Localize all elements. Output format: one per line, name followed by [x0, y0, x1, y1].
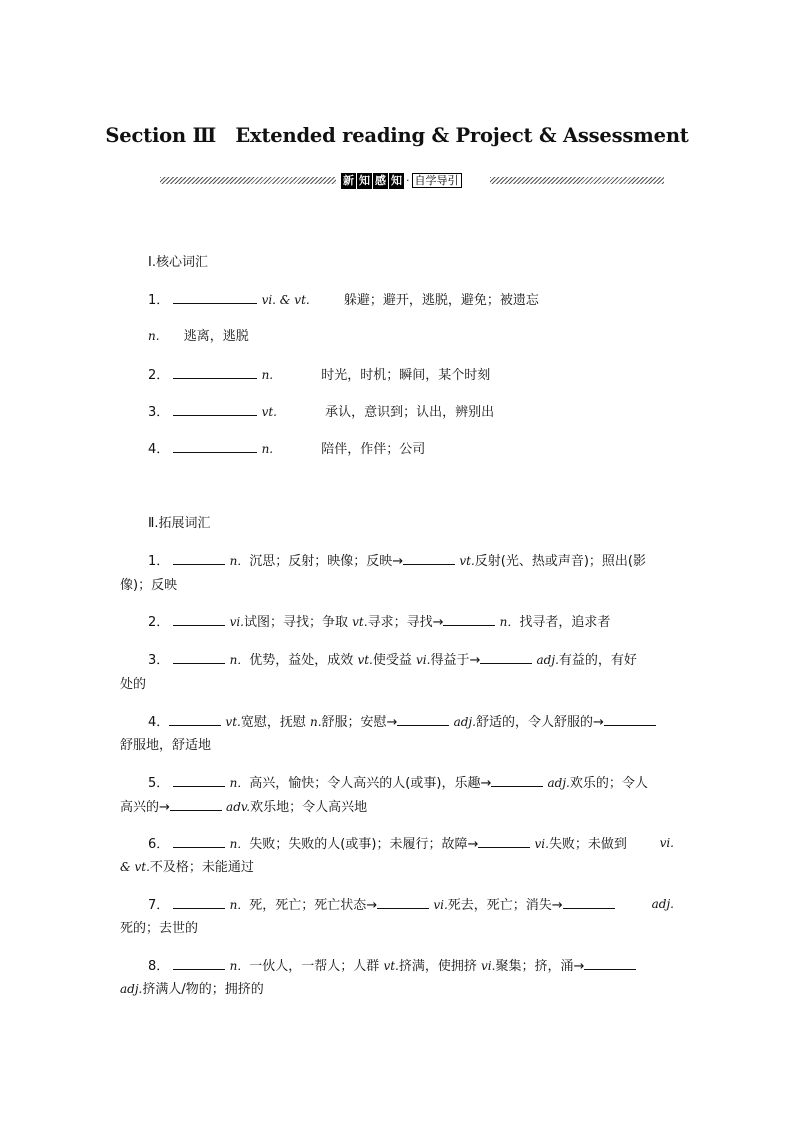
part-of-speech: vt.: [352, 615, 368, 629]
vocab-item-line: [148, 773, 674, 793]
answer-blank[interactable]: [173, 612, 225, 626]
part-of-speech: vt.: [459, 554, 475, 568]
item-meaning: 得益于→: [430, 653, 481, 668]
answer-blank[interactable]: [443, 612, 495, 626]
item-meaning: 欢乐的；令人: [569, 776, 648, 791]
vocab-item: [148, 439, 425, 459]
part-of-speech: vt.: [383, 959, 399, 973]
item-meaning: 高兴，愉快；令人高兴的人(或事)，乐趣→: [249, 776, 492, 791]
item-number: 2．: [148, 615, 170, 630]
part-of-speech: n．: [229, 898, 250, 912]
answer-blank[interactable]: [173, 402, 257, 416]
page-title: Section Ⅲ Extended reading & Project & Assessment: [105, 124, 689, 147]
vocab-item-line: [148, 612, 610, 632]
vocab-item-line: [148, 895, 674, 915]
section-heading-core-vocabulary: Ⅰ.核心词汇: [148, 255, 208, 270]
vocab-item-line: [148, 834, 674, 854]
item-meaning: 一伙人，一帮人；人群: [249, 959, 380, 974]
item-number: 4．: [148, 442, 170, 457]
part-of-speech: vi.: [433, 898, 448, 912]
part-of-speech: vi.: [659, 836, 674, 850]
vocab-item-continuation: [120, 858, 254, 877]
item-meaning: 躲避；避开，逃脱，避免；被遗忘: [343, 293, 539, 308]
item-meaning: 有益的，有好: [558, 653, 637, 668]
part-of-speech: vt.: [261, 405, 277, 419]
answer-blank[interactable]: [397, 712, 449, 726]
answer-blank[interactable]: [169, 712, 221, 726]
vocab-item-continuation: 舒服地，舒适地: [120, 738, 212, 753]
answer-blank[interactable]: [173, 895, 225, 909]
answer-blank[interactable]: [173, 773, 225, 787]
part-of-speech: adj.: [536, 653, 559, 667]
part-of-speech: n．: [229, 653, 250, 667]
part-of-speech: vi.: [481, 959, 496, 973]
answer-blank[interactable]: [173, 365, 257, 379]
part-of-speech: adj.: [547, 776, 570, 790]
item-meaning: 寻求；寻找→: [367, 615, 444, 630]
vocab-item-continuation: 像)；反映: [120, 578, 178, 593]
item-meaning: 时光，时机；瞬间，某个时刻: [321, 368, 491, 383]
part-of-speech: adj.: [651, 897, 674, 911]
item-meaning: 逃离，逃脱: [183, 329, 249, 344]
answer-blank[interactable]: [173, 551, 225, 565]
vocab-item: [148, 365, 490, 385]
answer-blank[interactable]: [170, 797, 222, 811]
item-meaning: 欢乐地；令人高兴地: [250, 800, 368, 815]
item-meaning: 不及格；未能通过: [149, 860, 254, 875]
item-meaning: 宽慰，抚慰: [240, 715, 306, 730]
item-meaning: 失败；失败的人(或事)；未履行；故障→: [249, 837, 479, 852]
part-of-speech: adj.: [120, 982, 143, 996]
part-of-speech: n.: [148, 329, 160, 343]
item-number: 6．: [148, 837, 170, 852]
item-meaning: 承认，意识到；认出，辨别出: [325, 405, 495, 420]
vocab-item-line: [148, 650, 674, 670]
answer-blank[interactable]: [604, 712, 656, 726]
answer-blank[interactable]: [173, 439, 257, 453]
part-of-speech: n.: [261, 442, 274, 456]
part-of-speech: n．: [229, 554, 250, 568]
item-number: 7．: [148, 898, 170, 913]
answer-blank[interactable]: [480, 650, 532, 664]
vocab-item: [148, 290, 539, 310]
part-of-speech: n．: [229, 776, 250, 790]
part-of-speech: vt.: [225, 715, 241, 729]
banner-tail: 自学导引: [412, 173, 462, 188]
section-banner: [160, 172, 664, 189]
banner-char: 知: [359, 173, 370, 187]
part-of-speech: adv.: [226, 800, 251, 814]
item-meaning: 高兴的→: [120, 800, 170, 815]
item-number: 3．: [148, 405, 170, 420]
vocab-item-line: [148, 956, 674, 976]
item-number: 4．: [148, 715, 170, 730]
item-meaning: 反射(光、热或声音)；照出(影: [474, 554, 646, 569]
banner-dot: ·: [406, 174, 410, 187]
item-meaning: 沉思；反射；映像；反映→: [249, 554, 404, 569]
item-number: 8．: [148, 959, 170, 974]
section-heading-extended-vocabulary: Ⅱ.拓展词汇: [148, 516, 211, 531]
part-of-speech: n.: [310, 715, 322, 729]
part-of-speech: vi.: [416, 653, 431, 667]
banner-char: 知: [391, 173, 402, 187]
item-meaning: 优势，益处，成效: [249, 653, 354, 668]
answer-blank[interactable]: [491, 773, 543, 787]
answer-blank[interactable]: [173, 650, 225, 664]
vocab-item: [148, 327, 249, 346]
answer-blank[interactable]: [478, 834, 530, 848]
item-number: 5．: [148, 776, 170, 791]
part-of-speech: vi.: [534, 837, 549, 851]
item-meaning: 死去，死亡；消失→: [447, 898, 563, 913]
banner-tag: [341, 172, 462, 189]
vocab-item-continuation: 处的: [120, 677, 147, 692]
vocab-item-continuation: [120, 980, 264, 999]
item-meaning: 试图；寻找；争取: [244, 615, 349, 630]
answer-blank[interactable]: [173, 956, 225, 970]
vocab-item-continuation: [120, 797, 367, 817]
item-meaning: 陪伴，作伴；公司: [321, 442, 426, 457]
part-of-speech: n．: [499, 615, 520, 629]
item-meaning: 舒适的，令人舒服的→: [475, 715, 604, 730]
item-meaning: 舒服；安慰→: [321, 715, 398, 730]
part-of-speech: n.: [261, 368, 274, 382]
answer-blank[interactable]: [173, 290, 257, 304]
part-of-speech: vi.: [229, 615, 244, 629]
banner-char: 新: [343, 173, 354, 187]
part-of-speech: n．: [229, 837, 250, 851]
answer-blank[interactable]: [563, 895, 615, 909]
part-of-speech: vi. & vt.: [261, 293, 310, 307]
item-number: 1．: [148, 554, 170, 569]
item-meaning: 挤满人/物的；拥挤的: [142, 982, 264, 997]
item-meaning: 找寻者，追求者: [519, 615, 611, 630]
answer-blank[interactable]: [377, 895, 429, 909]
vocab-item-line: [148, 551, 674, 571]
vocab-item-line: [148, 712, 674, 732]
part-of-speech: vt.: [357, 653, 373, 667]
vocab-item-continuation: 死的；去世的: [120, 921, 199, 936]
item-meaning: 聚集；挤，涌→: [495, 959, 585, 974]
item-meaning: 失败；未做到: [548, 837, 627, 852]
answer-blank[interactable]: [173, 834, 225, 848]
banner-char: 感: [375, 173, 386, 187]
item-number: 2．: [148, 368, 170, 383]
vocab-item: [148, 402, 494, 422]
part-of-speech: & vt.: [120, 860, 150, 874]
part-of-speech: n．: [229, 959, 250, 973]
banner-hatch-right: [490, 177, 664, 184]
item-meaning: 使受益: [372, 653, 412, 668]
banner-hatch-left: [160, 177, 336, 184]
part-of-speech: adj.: [453, 715, 476, 729]
answer-blank[interactable]: [584, 956, 636, 970]
item-meaning: 挤满，使拥挤: [398, 959, 477, 974]
item-number: 3．: [148, 653, 170, 668]
item-number: 1．: [148, 293, 170, 308]
item-meaning: 死，死亡；死亡状态→: [249, 898, 378, 913]
answer-blank[interactable]: [403, 551, 455, 565]
